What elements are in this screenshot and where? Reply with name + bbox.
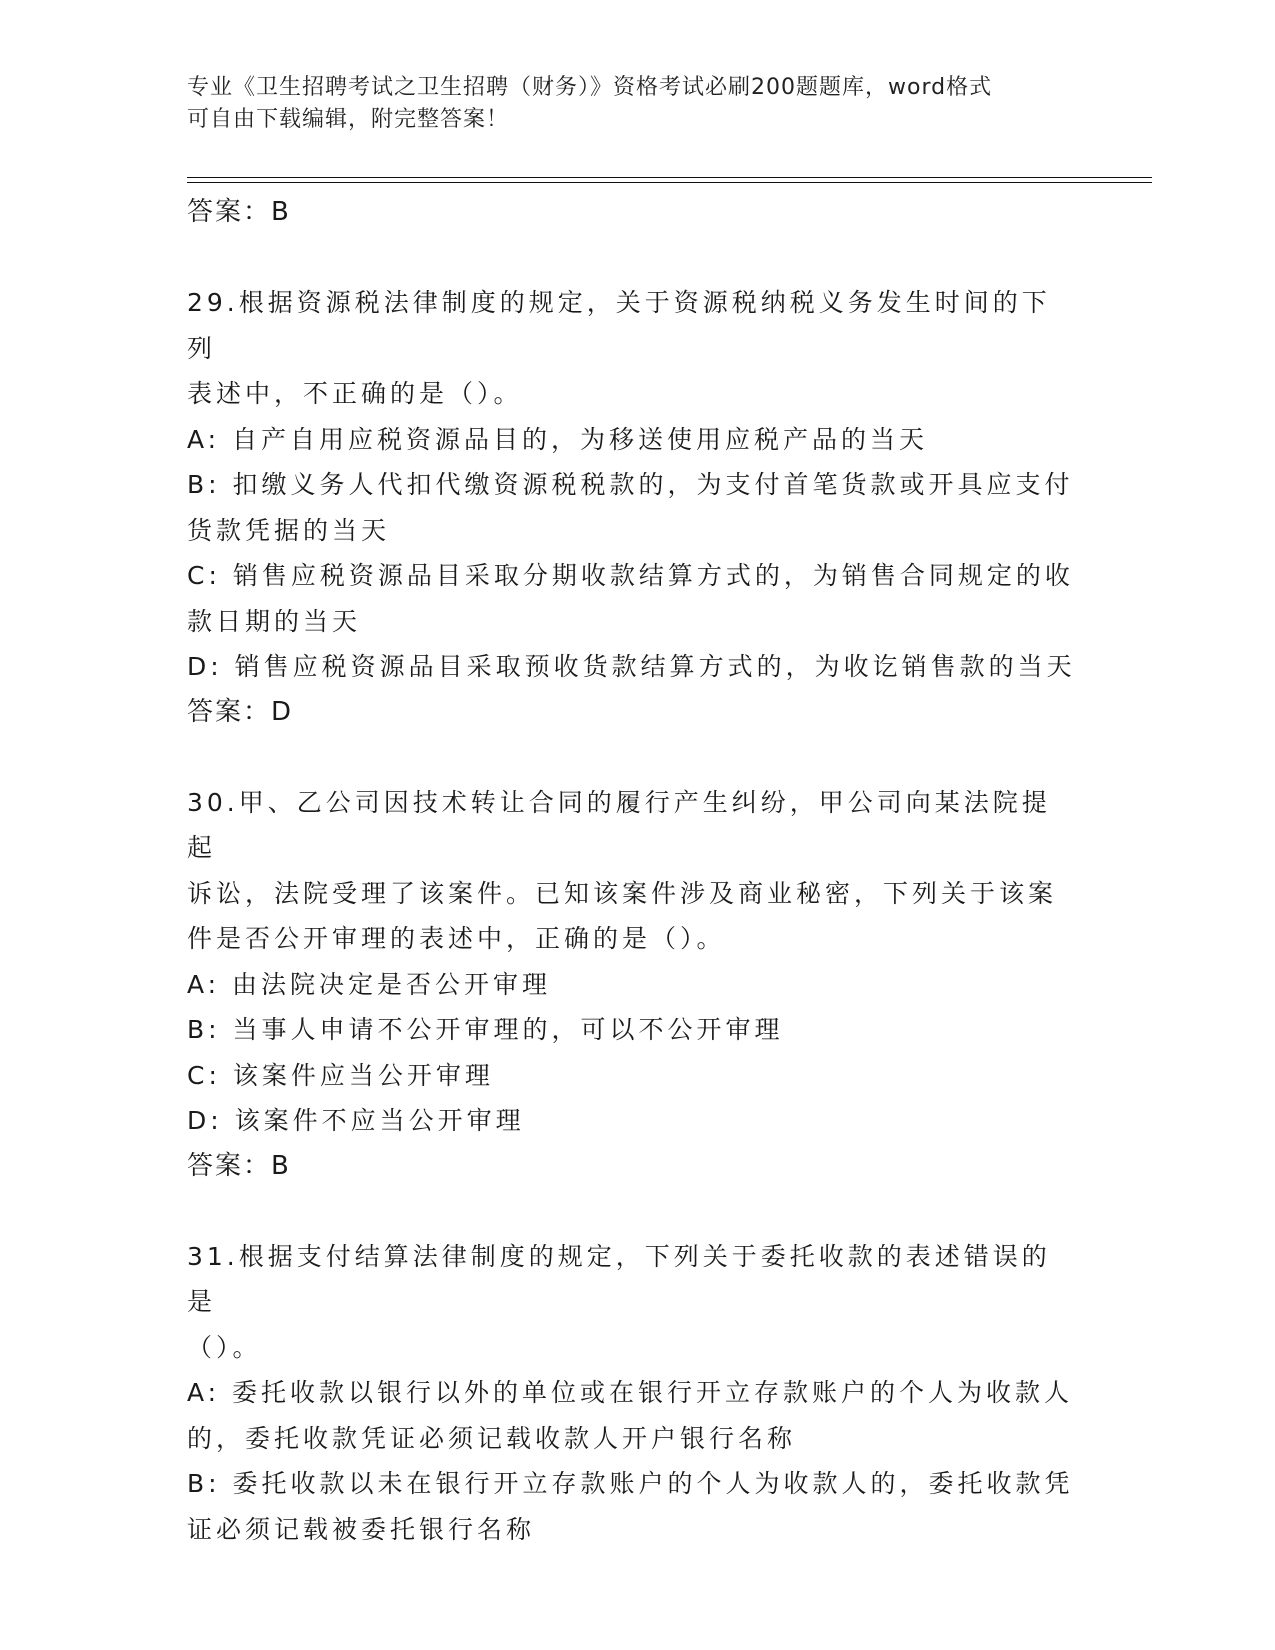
option-d: D: 销售应税资源品目采取预收货款结算方式的，为收讫销售款的当天 (187, 652, 1076, 681)
question-29 (187, 280, 1077, 734)
document-body (187, 190, 1077, 1552)
header-divider-bottom (187, 182, 1152, 183)
answer: 答案：B (187, 1150, 291, 1181)
option-b-continued: 货款凭据的当天 (187, 515, 391, 545)
document-header (187, 72, 1067, 136)
option-c: C: 销售应税资源品目采取分期收款结算方式的，为销售合同规定的收 (187, 561, 1074, 590)
option-a: A: 由法院决定是否公开审理 (187, 969, 552, 999)
question-stem-line: 表述中，不正确的是（）。 (187, 379, 523, 408)
header-title-line-2: 可自由下载编辑，附完整答案！ (187, 107, 510, 132)
option-c: C: 该案件应当公开审理 (187, 1060, 494, 1090)
option-b: B: 委托收款以未在银行开立存款账户的个人为收款人的，委托收款凭 (187, 1469, 1074, 1498)
option-c-continued: 款日期的当天 (187, 606, 362, 636)
spacer (187, 1188, 1077, 1234)
question-stem-line: （）。 (187, 1332, 262, 1362)
question-stem-line: 件是否公开审理的表述中，正确的是（）。 (187, 924, 726, 953)
option-d: D: 该案件不应当公开审理 (187, 1106, 525, 1135)
question-stem-line: 30.甲、乙公司因技术转让合同的履行产生纠纷，甲公司向某法院提起 (187, 787, 1051, 862)
question-31 (187, 1234, 1077, 1553)
answer: 答案：D (187, 696, 294, 727)
option-a-continued: 的，委托收款凭证必须记载收款人开户银行名称 (187, 1423, 797, 1453)
header-divider-top (187, 177, 1152, 178)
option-b-continued: 证必须记载被委托银行名称 (187, 1514, 536, 1544)
option-b: B: 当事人申请不公开审理的，可以不公开审理 (187, 1015, 784, 1044)
question-stem-line: 诉讼，法院受理了该案件。已知该案件涉及商业秘密，下列关于该案 (187, 878, 1058, 908)
option-a: A: 委托收款以银行以外的单位或在银行开立存款账户的个人为收款人 (187, 1378, 1074, 1407)
question-30 (187, 780, 1077, 1188)
question-stem-line: 29.根据资源税法律制度的规定，关于资源税纳税义务发生时间的下列 (187, 288, 1051, 363)
previous-answer: 答案：B (187, 197, 291, 227)
option-a: A: 自产自用应税资源品目的，为移送使用应税产品的当天 (187, 424, 929, 454)
question-stem-line: 31.根据支付结算法律制度的规定，下列关于委托收款的表述错误的是 (187, 1241, 1051, 1316)
spacer (187, 234, 1077, 280)
spacer (187, 734, 1077, 780)
header-title-line-1: 专业《卫生招聘考试之卫生招聘（财务）》资格考试必刷200题题库，word格式 (187, 75, 993, 100)
option-b: B: 扣缴义务人代扣代缴资源税税款的，为支付首笔货款或开具应支付 (187, 470, 1074, 499)
